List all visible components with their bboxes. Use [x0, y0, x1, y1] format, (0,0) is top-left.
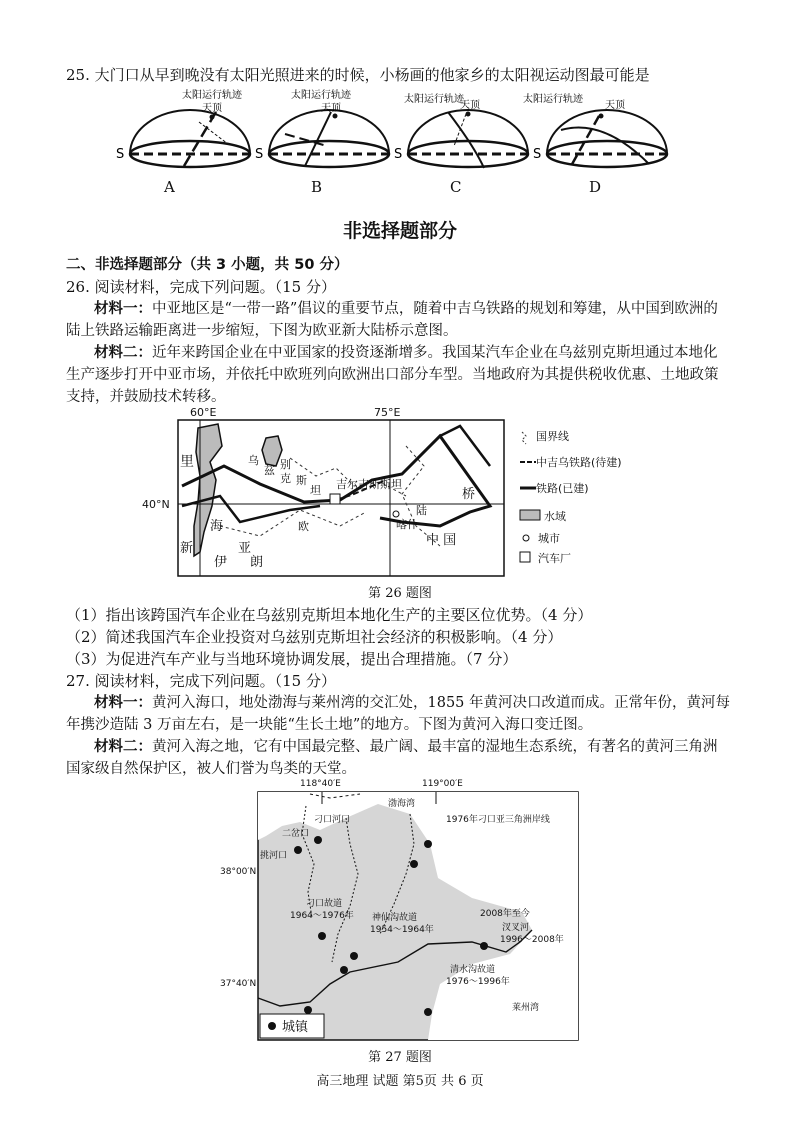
svg-text:欧: 欧: [298, 520, 309, 533]
svg-text:汽车厂: 汽车厂: [538, 552, 571, 565]
q26-question-2: （2）简述我国汽车企业投资对乌兹别克斯坦社会经济的积极影响。（4 分）: [66, 628, 563, 646]
svg-text:挑河口: 挑河口: [260, 851, 288, 861]
svg-text:60°E: 60°E: [190, 406, 217, 419]
zenith-label: 天顶: [202, 103, 222, 114]
svg-text:1996～2008年: 1996～2008年: [500, 935, 564, 945]
svg-text:二岔口: 二岔口: [282, 829, 310, 839]
south-label: S: [255, 147, 264, 162]
svg-text:伊: 伊: [214, 555, 228, 570]
diagram-b: [255, 88, 389, 167]
svg-text:清水沟故道: 清水沟故道: [450, 965, 496, 975]
svg-text:75°E: 75°E: [374, 406, 401, 419]
svg-text:乌: 乌: [248, 454, 259, 467]
q26-material-1: 材料一：中亚地区是“一带一路”倡议的重要节点，随着中吉乌铁路的规划和筹建，从中国到欧洲的陆上铁路运输距离进一步缩短，下图为欧亚新大陆桥示意图。: [66, 301, 718, 339]
svg-text:陆: 陆: [416, 504, 427, 517]
svg-text:1954～1964年: 1954～1964年: [370, 925, 434, 935]
section-title: 非选择题部分: [342, 220, 457, 242]
diagram-a: [116, 88, 250, 167]
sun-path-label: 太阳运行轨迹: [291, 90, 351, 101]
svg-text:别: 别: [280, 458, 291, 471]
svg-text:中吉乌铁路(待建): 中吉乌铁路(待建): [536, 456, 622, 469]
q27-material-1: 材料一：黄河入海口，地处渤海与莱州湾的交汇处，1855 年黄河决口改道而成。正常年份，黄河每年携沙造陆 3 万亩左右，是一块能“生长土地”的地方。下图为黄河入海口变迁图。: [66, 695, 731, 733]
svg-text:118°40′E: 118°40′E: [300, 779, 341, 789]
zenith-label: 天顶: [321, 103, 341, 114]
diagram-c: [394, 92, 528, 168]
south-label: S: [116, 147, 125, 162]
option-d: D: [589, 178, 602, 196]
svg-text:1976～1996年: 1976～1996年: [446, 977, 510, 987]
svg-text:里: 里: [180, 454, 194, 470]
svg-text:桥: 桥: [462, 487, 476, 502]
option-a: A: [164, 178, 175, 196]
svg-text:铁路(已建): 铁路(已建): [536, 482, 589, 495]
svg-text:坦: 坦: [310, 484, 321, 497]
q26-map-legend: [520, 429, 622, 565]
south-label: S: [533, 147, 542, 162]
sun-path-label: 太阳运行轨迹: [523, 94, 583, 105]
svg-text:37°40′N: 37°40′N: [220, 979, 257, 989]
svg-text:刁口河口: 刁口河口: [314, 815, 351, 825]
svg-text:莱州湾: 莱州湾: [512, 1003, 540, 1013]
sun-path-label: 太阳运行轨迹: [182, 90, 242, 101]
option-c: C: [450, 178, 462, 196]
q26-question-1: （1）指出该跨国汽车企业在乌兹别克斯坦本地化生产的主要区位优势。（4 分）: [66, 606, 593, 624]
q27-map: [210, 774, 590, 1046]
svg-text:兹: 兹: [264, 464, 275, 477]
q25-sun-path-diagrams: [100, 86, 750, 196]
south-label: S: [394, 147, 403, 162]
svg-text:斯: 斯: [296, 474, 307, 487]
svg-text:城镇: 城镇: [282, 1020, 309, 1035]
q27-map-caption: 第 27 题图: [368, 1050, 432, 1065]
svg-text:38°00′N: 38°00′N: [220, 867, 257, 877]
svg-text:1976年刁口亚三角洲岸线: 1976年刁口亚三角洲岸线: [446, 815, 550, 825]
svg-text:吉尔吉斯斯坦: 吉尔吉斯斯坦: [336, 478, 402, 491]
sun-path-label: 太阳运行轨迹: [404, 94, 464, 105]
q26-material-2: 材料二：近年来跨国企业在中亚国家的投资逐渐增多。我国某汽车企业在乌兹别克斯坦通过本地化生产逐步打开中亚市场，并依托中欧班列向欧洲出口部分车型。当地政府为其提供税收优惠、土地政策支持，并鼓励技术转移。: [66, 345, 719, 405]
zenith-label: 天顶: [460, 100, 480, 111]
option-b: B: [311, 178, 323, 196]
svg-text:国界线: 国界线: [536, 430, 569, 443]
svg-text:海: 海: [210, 519, 224, 534]
zenith-label: 天顶: [605, 100, 625, 111]
page-footer: 高三地理 试题 第5页 共 6 页: [316, 1074, 484, 1089]
q27-material-2: 材料二：黄河入海之地，它有中国最完整、最广阔、最丰富的湿地生态系统，有著名的黄河三角洲国家级自然保护区，被人们誉为鸟类的天堂。: [66, 739, 718, 777]
q26-map-caption: 第 26 题图: [368, 586, 432, 601]
svg-text:新: 新: [180, 541, 194, 556]
svg-text:水域: 水域: [544, 510, 566, 523]
svg-text:城市: 城市: [538, 532, 560, 545]
svg-text:119°00′E: 119°00′E: [422, 779, 463, 789]
q25-stem: 25. 大门口从早到晚没有太阳光照进来的时候，小杨画的他家乡的太阳视运动图最可能是: [66, 66, 650, 84]
q26-stem: 26. 阅读材料，完成下列问题。（15 分）: [66, 278, 336, 296]
svg-text:渤海湾: 渤海湾: [388, 799, 416, 809]
svg-text:2008年至今: 2008年至今: [480, 909, 530, 919]
svg-text:刁口故道: 刁口故道: [306, 899, 343, 909]
q26-question-3: （3）为促进汽车产业与当地环境协调发展，提出合理措施。（7 分）: [66, 650, 518, 668]
svg-text:克: 克: [280, 472, 291, 485]
q27-stem: 27. 阅读材料，完成下列问题。（15 分）: [66, 672, 336, 690]
svg-text:40°N: 40°N: [142, 498, 170, 511]
section-heading: 二、非选择题部分（共 3 小题，共 50 分）: [66, 257, 349, 273]
svg-text:中 国: 中 国: [426, 533, 457, 548]
q27-map-legend: [260, 1014, 324, 1038]
svg-text:神仙沟故道: 神仙沟故道: [372, 913, 418, 923]
q26-map: [140, 406, 660, 582]
svg-text:亚: 亚: [238, 541, 252, 556]
svg-text:朗: 朗: [250, 555, 264, 570]
diagram-d: [523, 92, 667, 167]
svg-text:喀什: 喀什: [396, 518, 418, 531]
svg-text:汊叉河: 汊叉河: [502, 923, 530, 933]
svg-text:1964～1976年: 1964～1976年: [290, 911, 354, 921]
